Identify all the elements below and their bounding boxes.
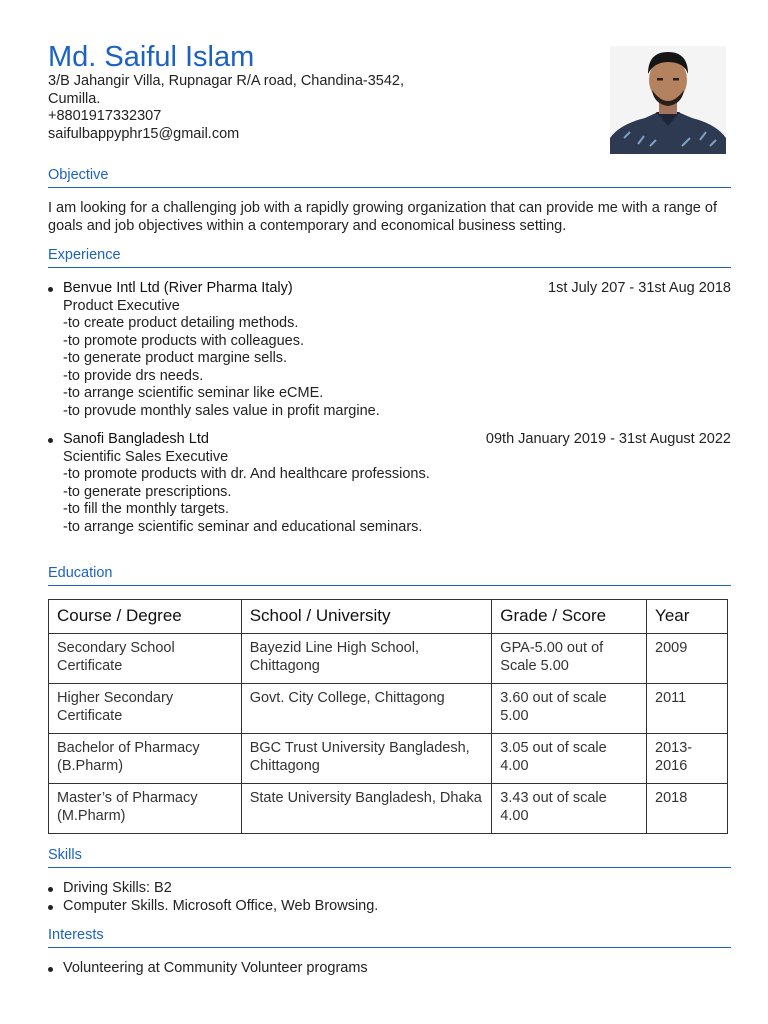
table-cell: 3.43 out of scale 4.00 [492, 784, 647, 834]
duty-line: -to provude monthly sales value in profit margine. [63, 402, 380, 419]
employment-dates: 09th January 2019 - 31st August 2022 [485, 431, 731, 447]
duty-line: -to generate prescriptions. [63, 483, 232, 500]
duty-line: -to fill the monthly targets. [63, 501, 230, 517]
job-title: Scientific Sales Executive [63, 448, 229, 465]
table-cell: 3.60 out of scale 5.00 [492, 684, 647, 734]
job-title: Product Executive [63, 297, 180, 314]
table-cell: Bachelor of Pharmacy (B.Pharm) [49, 734, 242, 784]
bullet-icon [48, 967, 53, 972]
contact-block [48, 73, 468, 143]
email-address: saifulbappyphr15@gmail.com [48, 125, 240, 142]
profile-photo [610, 46, 726, 154]
skills-section [48, 847, 731, 868]
interests-list [48, 960, 731, 978]
objective-text: I am looking for a challenging job with a rapidly growing organization that can provide me with a range of goals and job objectives within a contemporary and economical business setting. [48, 200, 717, 234]
column-header: Course / Degree [49, 600, 242, 634]
table-cell: Bayezid Line High School, Chittagong [241, 634, 492, 684]
bullet-icon [48, 905, 53, 910]
objective-heading: Objective [48, 167, 731, 188]
table-cell: Higher Secondary Certificate [49, 684, 242, 734]
table-cell: 2018 [647, 784, 728, 834]
duty-line: -to provide drs needs. [63, 367, 204, 384]
bullet-icon [48, 887, 53, 892]
duty-line: -to create product detailing methods. [63, 315, 299, 331]
experience-item [48, 280, 731, 420]
table-cell: BGC Trust University Bangladesh, Chittagong [241, 734, 492, 784]
table-cell: 2011 [647, 684, 728, 734]
column-header: Year [647, 600, 728, 634]
bullet-icon [48, 287, 53, 292]
education-table [48, 599, 728, 834]
table-cell: 2009 [647, 634, 728, 684]
phone-number: +8801917332307 [48, 108, 162, 124]
education-section [48, 565, 731, 586]
address-line-1: 3/B Jahangir Villa, Rupnagar R/A road, Chandina-3542, [48, 73, 405, 89]
table-row [49, 734, 728, 784]
objective-section [48, 167, 731, 188]
list-item [48, 880, 731, 898]
column-header: Grade / Score [492, 600, 647, 634]
duty-line: -to arrange scientific seminar like eCME. [63, 385, 324, 401]
table-cell: Master’s of Pharmacy (M.Pharm) [49, 784, 242, 834]
skills-list [48, 880, 731, 915]
education-heading: Education [48, 565, 731, 586]
employment-dates: 1st July 207 - 31st Aug 2018 [548, 280, 731, 296]
table-cell: Govt. City College, Chittagong [241, 684, 492, 734]
experience-section [48, 247, 731, 268]
experience-heading: Experience [48, 247, 731, 268]
experience-item [48, 431, 731, 536]
table-cell: State University Bangladesh, Dhaka [241, 784, 492, 834]
skills-heading: Skills [48, 847, 731, 868]
duty-line: -to promote products with colleagues. [63, 332, 304, 349]
skill-text: Driving Skills: B2 [63, 880, 172, 896]
duty-line: -to arrange scientific seminar and educational seminars. [63, 518, 423, 535]
company-name: Benvue Intl Ltd (River Pharma Italy) [63, 280, 293, 296]
list-item [48, 960, 731, 978]
skill-text: Computer Skills. Microsoft Office, Web Browsing. [63, 897, 379, 914]
table-cell: Secondary School Certificate [49, 634, 242, 684]
column-header: School / University [241, 600, 492, 634]
interest-text: Volunteering at Community Volunteer programs [63, 960, 368, 976]
list-item [48, 898, 731, 916]
table-cell: 3.05 out of scale 4.00 [492, 734, 647, 784]
table-cell: 2013-2016 [647, 734, 728, 784]
table-header-row [49, 600, 728, 634]
table-row [49, 634, 728, 684]
duty-line: -to generate product margine sells. [63, 350, 288, 366]
interests-section [48, 927, 731, 948]
address-line-2: Cumilla. [48, 90, 101, 107]
table-row [49, 784, 728, 834]
table-row [49, 684, 728, 734]
candidate-name: Md. Saiful Islam [48, 41, 255, 73]
bullet-icon [48, 438, 53, 443]
duty-line: -to promote products with dr. And healthcare professions. [63, 466, 430, 482]
table-cell: GPA-5.00 out of Scale 5.00 [492, 634, 647, 684]
interests-heading: Interests [48, 927, 731, 948]
company-name: Sanofi Bangladesh Ltd [63, 431, 209, 447]
